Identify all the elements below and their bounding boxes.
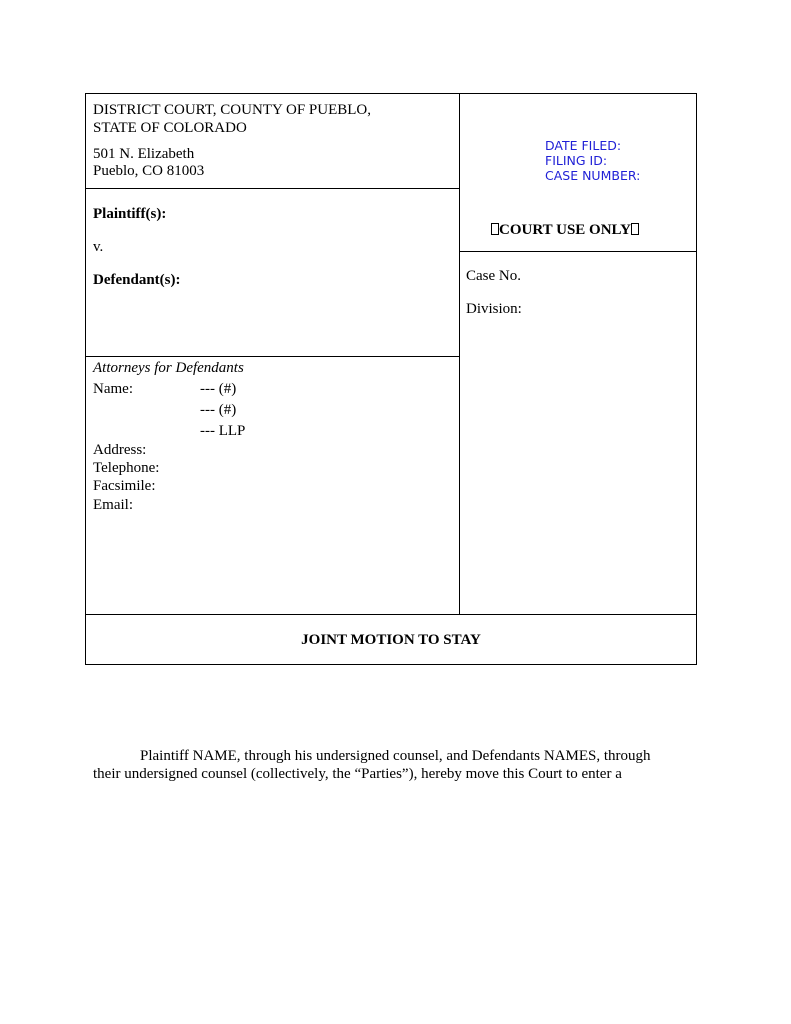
document-title: JOINT MOTION TO STAY (301, 632, 481, 648)
court-name-line2: STATE OF COLORADO (93, 120, 247, 136)
court-use-divider (459, 251, 697, 252)
table-border-top (85, 93, 697, 94)
plaintiff-label: Plaintiff(s): (93, 206, 167, 222)
parties-section-divider (85, 356, 460, 357)
attorney-facsimile-label: Facsimile: (93, 478, 156, 494)
attorney-name-2: --- (#) (200, 402, 237, 418)
court-name-line1: DISTRICT COURT, COUNTY OF PUEBLO, (93, 102, 372, 118)
attorney-telephone-label: Telephone: (93, 460, 160, 476)
title-row-divider (85, 614, 697, 615)
table-column-divider (459, 93, 460, 615)
attorney-name-label: Name: (93, 381, 133, 397)
case-no-label: Case No. (466, 268, 521, 284)
body-line-2: their undersigned counsel (collectively, the “Parties”), hereby move this Court to enter a (93, 766, 622, 782)
attorneys-heading: Attorneys for Defendants (93, 360, 244, 376)
court-address-line1: 501 N. Elizabeth (93, 146, 195, 162)
case-number-label: CASE NUMBER: (545, 168, 641, 183)
court-section-divider (85, 188, 460, 189)
left-box-icon (491, 223, 499, 235)
attorney-address-label: Address: (93, 442, 147, 458)
body-line-1: Plaintiff NAME, through his undersigned counsel, and Defendants NAMES, through (140, 748, 651, 764)
right-box-icon (631, 223, 639, 235)
defendant-label: Defendant(s): (93, 272, 181, 288)
court-use-only (491, 221, 639, 239)
court-address-line2: Pueblo, CO 81003 (93, 163, 205, 179)
court-use-only-label: COURT USE ONLY (499, 222, 632, 238)
attorney-name-1: --- (#) (200, 381, 237, 397)
attorney-firm: --- LLP (200, 423, 246, 439)
division-label: Division: (466, 301, 522, 317)
table-border-left (85, 93, 86, 665)
table-border-right (696, 93, 697, 665)
attorney-email-label: Email: (93, 497, 133, 513)
table-border-bottom (85, 664, 697, 665)
filing-id-label: FILING ID: (545, 153, 608, 168)
date-filed-label: DATE FILED: (545, 138, 622, 153)
versus-label: v. (93, 239, 104, 255)
